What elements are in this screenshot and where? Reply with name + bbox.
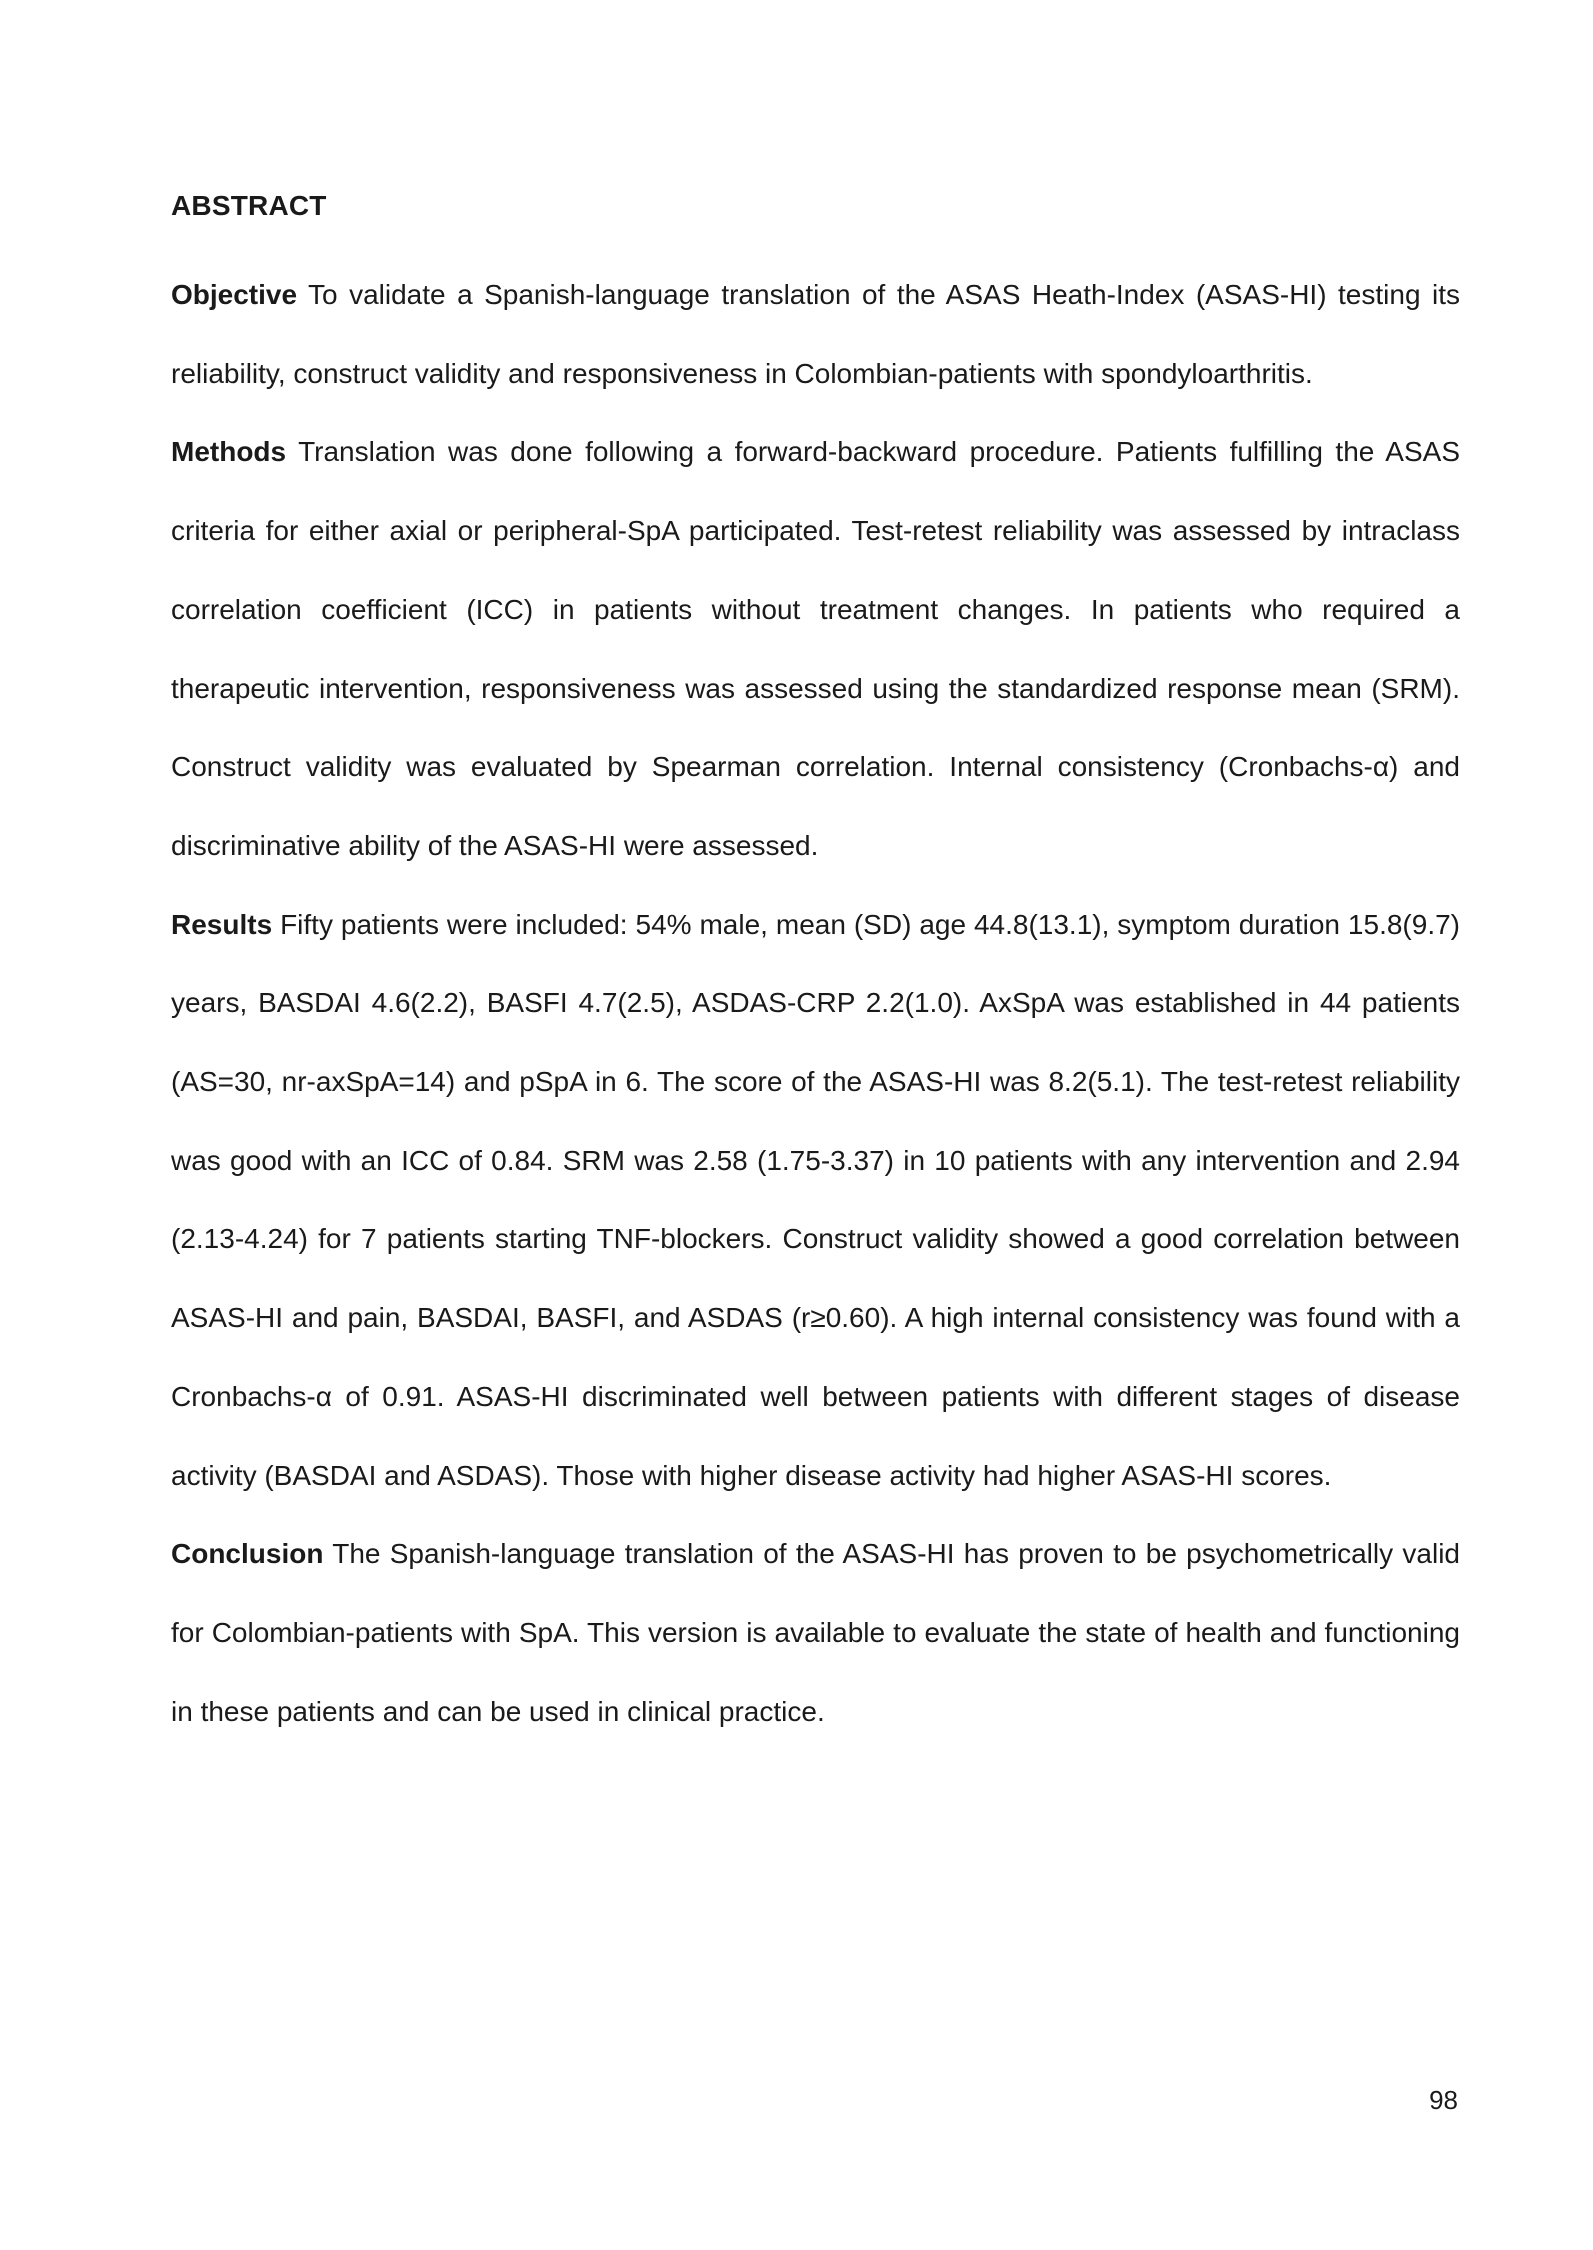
results-text: Fifty patients were included: 54% male, mean (SD) age 44.8(13.1), symptom duration 15.8(9.7) years, BASDAI 4.6(2.2), BASFI 4.7(2.5), ASDAS-CRP 2.2(1.0). AxSpA was established in 44 patients (AS=30, nr-axSpA=14) and pSpA in 6. The score of the ASAS-HI was 8.2(5.1). The test-retest reliability was good with an ICC of 0.84. SRM was 2.58 (1.75-3.37) in 10 patients with any intervention and 2.94 (2.13-4.24) for 7 patients starting TNF-blockers. Construct validity showed a good correlation between ASAS-HI and pain, BASDAI, BASFI, and ASDAS (r≥0.60). A high internal consistency was found with a Cronbachs-α of 0.91. ASAS-HI discriminated well between patients with different stages of disease activity (BASDAI and ASDAS). Those with higher disease activity had higher ASAS-HI scores. — [171, 908, 1460, 1491]
objective-label: Objective — [171, 279, 298, 310]
conclusion-paragraph — [171, 1515, 1460, 1751]
methods-text: Translation was done following a forward-backward procedure. Patients fulfilling the ASAS criteria for either axial or peripheral-SpA participated. Test-retest reliability was assessed by intraclass correlation coefficient (ICC) in patients without treatment changes. In patients who required a therapeutic intervention, responsiveness was assessed using the standardized response mean (SRM). Construct validity was evaluated by Spearman correlation. Internal consistency (Cronbachs-α) and discriminative ability of the ASAS-HI were assessed. — [171, 436, 1460, 861]
page-number: 98 — [1429, 2085, 1458, 2115]
objective-text: To validate a Spanish-language translation of the ASAS Heath-Index (ASAS-HI) testing its reliability, construct validity and responsiveness in Colombian-patients with spondyloarthritis. — [171, 279, 1460, 389]
methods-paragraph — [171, 413, 1460, 885]
conclusion-text: The Spanish-language translation of the ASAS-HI has proven to be psychometrically valid for Colombian-patients with SpA. This version is available to evaluate the state of health and functioning in these patients and can be used in clinical practice. — [171, 1538, 1460, 1727]
abstract-heading: ABSTRACT — [171, 190, 327, 221]
results-paragraph — [171, 886, 1460, 1516]
objective-paragraph — [171, 256, 1460, 413]
results-label: Results — [171, 908, 273, 940]
methods-label: Methods — [171, 436, 287, 468]
conclusion-label: Conclusion — [171, 1538, 324, 1570]
abstract-content — [171, 178, 1460, 1751]
